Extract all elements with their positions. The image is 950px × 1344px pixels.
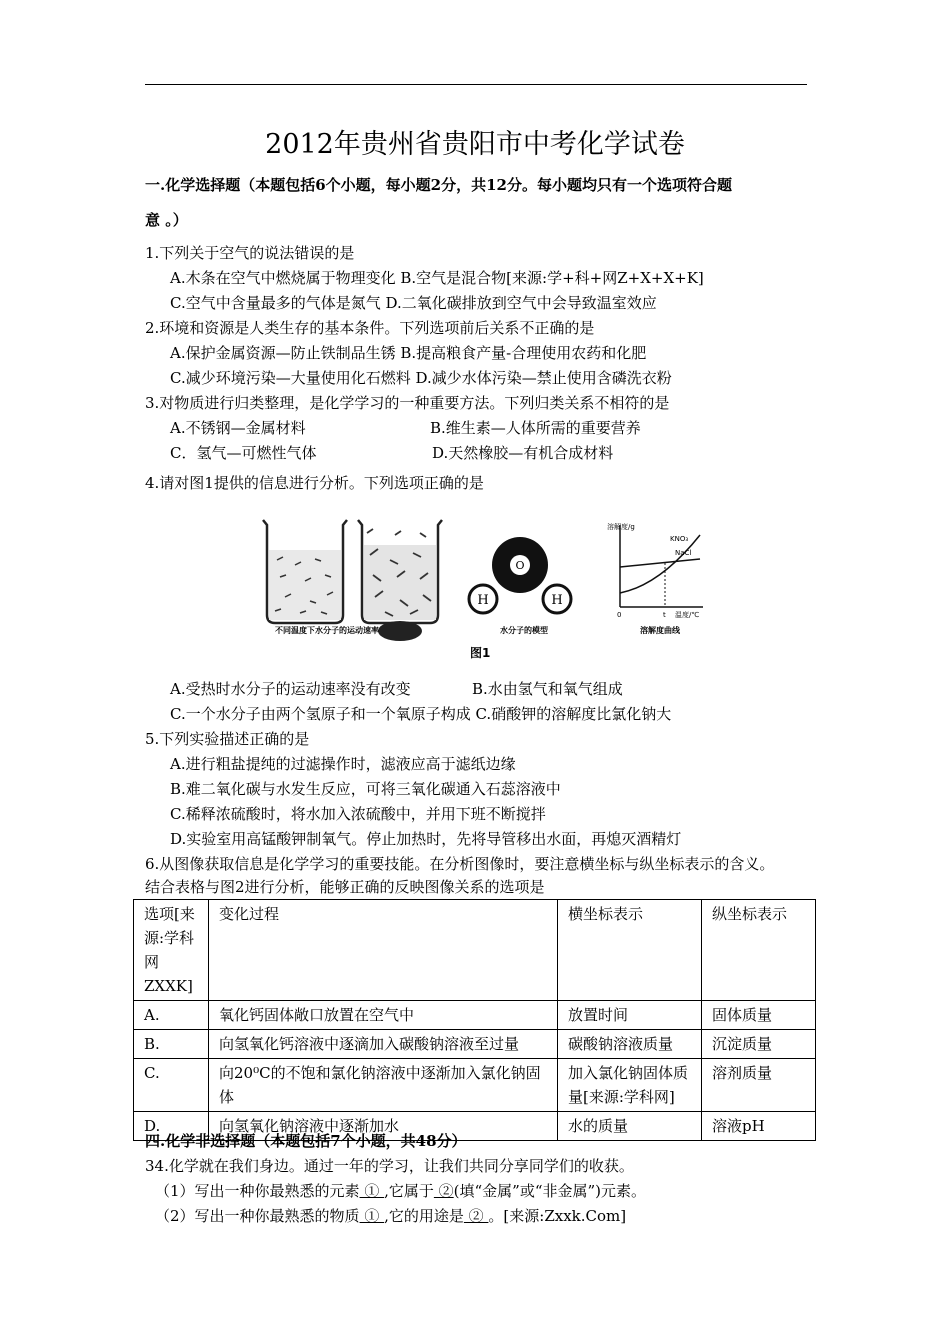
q2-options-ab: A.保护金属资源—防止铁制品生锈 B.提高粮食产量-合理使用农药和化肥 <box>170 344 647 362</box>
table-cell: 沉淀质量 <box>702 1030 816 1059</box>
table-cell: 固体质量 <box>702 1001 816 1030</box>
table-cell: 向20⁰C的不饱和氯化钠溶液中逐渐加入氯化钠固体 <box>209 1059 558 1112</box>
q34-part2-blank1: ① <box>359 1207 385 1225</box>
q1-stem: 1.下列关于空气的说法错误的是 <box>145 244 355 262</box>
q3-option-b: B.维生素—人体所需的重要营养 <box>430 419 641 437</box>
solubility-chart <box>607 522 703 619</box>
caption-right: 溶解度曲线 <box>640 626 680 635</box>
curve-nacl-label: NaCl <box>675 549 692 557</box>
q3-option-d: D.天然橡胶—有机合成材料 <box>432 444 614 462</box>
q5-option-a: A.进行粗盐提纯的过滤操作时，滤液应高于滤纸边缘 <box>170 755 516 773</box>
q34-part2-text: （2）写出一种你最熟悉的物质 <box>155 1207 360 1225</box>
table-cell: A. <box>134 1001 209 1030</box>
q34-part1-blank1: ① <box>359 1182 385 1200</box>
q34-stem: 34.化学就在我们身边。通过一年的学习，让我们共同分享同学们的收获。 <box>145 1157 634 1175</box>
caption-left: 不同温度下水分子的运动速率 <box>275 626 379 635</box>
table-header-cell: 纵坐标表示 <box>702 900 816 1001</box>
page-title: 2012年贵州省贵阳市中考化学试卷 <box>265 129 685 160</box>
table-cell: 水的质量 <box>558 1112 702 1141</box>
q6-stem: 6.从图像获取信息是化学学习的重要技能。在分析图像时，要注意横坐标与纵坐标表示的含义。 <box>145 855 775 873</box>
chart-xtick: t <box>663 611 666 619</box>
q34-part1-text: （1）写出一种你最熟悉的元素 <box>155 1182 360 1200</box>
q5-stem: 5.下列实验描述正确的是 <box>145 730 310 748</box>
q2-stem: 2.环境和资源是人类生存的基本条件。下列选项前后关系不正确的是 <box>145 319 595 337</box>
q34-part2-text2: ,它的用途是 <box>384 1207 464 1225</box>
q5-option-c: C.稀释浓硫酸时，将水加入浓硫酸中，并用下班不断搅拌 <box>170 805 546 823</box>
beaker-cold <box>263 520 347 623</box>
q34-part1-text3: (填“金属”或“非金属”)元素。 <box>453 1182 647 1200</box>
table-row <box>134 1001 816 1030</box>
table-cell: 放置时间 <box>558 1001 702 1030</box>
table-cell: 加入氯化钠固体质量[来源:学科网] <box>558 1059 702 1112</box>
section1-heading: 一.化学选择题（本题包括6个小题，每小题2分，共12分。每小题均只有一个选项符合题 <box>145 176 732 194</box>
header-rule <box>145 84 807 85</box>
chart-ylabel: 溶解度/g <box>607 523 635 531</box>
atom-h-right-label: H <box>551 593 563 608</box>
atom-o-label: O <box>515 559 525 572</box>
table-header-cell: 横坐标表示 <box>558 900 702 1001</box>
figure-title: 图1 <box>470 646 491 660</box>
q34-part2-blank2: ② <box>463 1207 489 1225</box>
atom-h-left-label: H <box>477 593 489 608</box>
section1-heading-cont: 意 。） <box>145 211 188 229</box>
q4-options-cd: C.一个水分子由两个氢原子和一个氧原子构成 C.硝酸钾的溶解度比氯化钠大 <box>170 705 672 723</box>
caption-mid: 水分子的模型 <box>500 626 548 635</box>
q5-option-d: D.实验室用高锰酸钾制氧气。停止加热时，先将导管移出水面，再熄灭酒精灯 <box>170 830 682 848</box>
table-cell: 碳酸钠溶液质量 <box>558 1030 702 1059</box>
q34-part1-text2: ,它属于 <box>384 1182 434 1200</box>
q5-option-b: B.难二氧化碳与水发生反应，可将三氧化碳通入石蕊溶液中 <box>170 780 561 798</box>
table-cell: 氧化钙固体敞口放置在空气中 <box>209 1001 558 1030</box>
table-cell: 向氢氧化钠溶液中逐渐加水 <box>209 1112 558 1141</box>
q3-option-a: A.不锈钢—金属材料 <box>170 419 306 437</box>
table-cell: 溶剂质量 <box>702 1059 816 1112</box>
figure-1-drawing <box>255 515 715 665</box>
figure-1 <box>255 515 715 665</box>
table-header-cell: 选项[来源:学科网ZXXK] <box>134 900 209 1001</box>
q1-options-ab: A.木条在空气中燃烧属于物理变化 B.空气是混合物[来源:学+科+网Z+X+X+K] <box>170 269 704 287</box>
q34-part2-text3: 。[来源:Zxxk.Com] <box>488 1207 627 1225</box>
q6-stem-cont: 结合表格与图2进行分析，能够正确的反映图像关系的选项是 <box>145 878 545 896</box>
q6-table <box>133 899 816 1141</box>
table-cell: 向氢氧化钙溶液中逐滴加入碳酸钠溶液至过量 <box>209 1030 558 1059</box>
chart-origin: 0 <box>617 611 622 619</box>
q3-option-c: C．氢气—可燃性气体 <box>170 444 317 462</box>
table-header-cell: 变化过程 <box>209 900 558 1001</box>
water-molecule <box>469 537 571 613</box>
q4-option-a: A.受热时水分子的运动速率没有改变 <box>170 680 411 698</box>
q34-part2 <box>155 1206 626 1226</box>
table-cell: B. <box>134 1030 209 1059</box>
table-row <box>134 1030 816 1059</box>
table-header-row <box>134 900 816 1001</box>
beaker-hot <box>358 520 442 641</box>
q34-part1 <box>155 1181 646 1201</box>
q3-stem: 3.对物质进行归类整理，是化学学习的一种重要方法。下列归类关系不相符的是 <box>145 394 670 412</box>
q2-options-cd: C.减少环境污染—大量使用化石燃料 D.减少水体污染—禁止使用含磷洗衣粉 <box>170 369 672 387</box>
table-cell: D. <box>134 1112 209 1141</box>
curve-kno3-label: KNO₃ <box>670 535 689 543</box>
table-cell: C. <box>134 1059 209 1112</box>
table-cell: 溶液pH <box>702 1112 816 1141</box>
chart-xlabel: 温度/℃ <box>675 611 700 619</box>
section4-heading: 四.化学非选择题（本题包括7个小题，共48分） <box>145 1132 467 1150</box>
q4-option-b: B.水由氢气和氧气组成 <box>472 680 623 698</box>
q1-options-cd: C.空气中含量最多的气体是氮气 D.二氧化碳排放到空气中会导致温室效应 <box>170 294 657 312</box>
table-row <box>134 1059 816 1112</box>
q34-part1-blank2: ② <box>433 1182 454 1200</box>
q4-stem: 4.请对图1提供的信息进行分析。下列选项正确的是 <box>145 474 484 492</box>
